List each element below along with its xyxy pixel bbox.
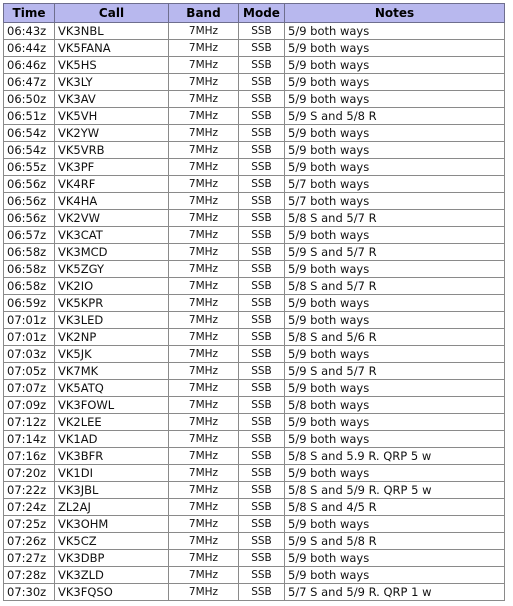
cell-notes: 5/8 S and 5/9 R. QRP 5 w [285, 482, 505, 499]
cell-call: VK4HA [55, 193, 169, 210]
cell-time: 07:28z [4, 567, 55, 584]
cell-band: 7MHz [169, 244, 239, 261]
cell-time: 07:20z [4, 465, 55, 482]
table-row [4, 431, 505, 448]
cell-time: 06:58z [4, 261, 55, 278]
cell-notes: 5/9 both ways [285, 159, 505, 176]
cell-time: 07:03z [4, 346, 55, 363]
cell-band: 7MHz [169, 482, 239, 499]
cell-call: VK5VRB [55, 142, 169, 159]
cell-notes: 5/9 both ways [285, 380, 505, 397]
cell-mode: SSB [239, 125, 285, 142]
cell-time: 07:01z [4, 329, 55, 346]
cell-notes: 5/9 both ways [285, 57, 505, 74]
table-row [4, 74, 505, 91]
cell-call: VK3PF [55, 159, 169, 176]
cell-call: VK5FANA [55, 40, 169, 57]
cell-notes: 5/8 S and 5/7 R [285, 278, 505, 295]
cell-time: 07:14z [4, 431, 55, 448]
cell-call: VK2LEE [55, 414, 169, 431]
cell-mode: SSB [239, 414, 285, 431]
cell-mode: SSB [239, 584, 285, 601]
cell-mode: SSB [239, 380, 285, 397]
cell-mode: SSB [239, 176, 285, 193]
cell-band: 7MHz [169, 414, 239, 431]
cell-band: 7MHz [169, 465, 239, 482]
cell-call: VK3FQSO [55, 584, 169, 601]
cell-call: VK1AD [55, 431, 169, 448]
cell-time: 06:50z [4, 91, 55, 108]
cell-call: VK5ZGY [55, 261, 169, 278]
table-row [4, 57, 505, 74]
cell-band: 7MHz [169, 142, 239, 159]
cell-notes: 5/7 both ways [285, 193, 505, 210]
column-header-call: Call [55, 4, 169, 23]
cell-band: 7MHz [169, 23, 239, 40]
cell-notes: 5/9 both ways [285, 431, 505, 448]
cell-time: 07:05z [4, 363, 55, 380]
column-header-time: Time [4, 4, 55, 23]
table-row [4, 159, 505, 176]
cell-band: 7MHz [169, 329, 239, 346]
table-row [4, 584, 505, 601]
cell-time: 06:54z [4, 125, 55, 142]
cell-mode: SSB [239, 91, 285, 108]
cell-notes: 5/9 both ways [285, 91, 505, 108]
cell-band: 7MHz [169, 516, 239, 533]
cell-call: VK5VH [55, 108, 169, 125]
cell-notes: 5/9 both ways [285, 295, 505, 312]
cell-time: 06:56z [4, 210, 55, 227]
cell-call: VK5JK [55, 346, 169, 363]
cell-time: 06:56z [4, 193, 55, 210]
cell-call: VK2VW [55, 210, 169, 227]
cell-band: 7MHz [169, 227, 239, 244]
cell-time: 07:27z [4, 550, 55, 567]
cell-band: 7MHz [169, 584, 239, 601]
table-row [4, 329, 505, 346]
cell-call: VK5KPR [55, 295, 169, 312]
table-row [4, 312, 505, 329]
cell-call: VK5HS [55, 57, 169, 74]
cell-mode: SSB [239, 244, 285, 261]
table-row [4, 448, 505, 465]
cell-band: 7MHz [169, 499, 239, 516]
column-header-band: Band [169, 4, 239, 23]
cell-call: VK2NP [55, 329, 169, 346]
cell-mode: SSB [239, 40, 285, 57]
cell-mode: SSB [239, 159, 285, 176]
cell-time: 06:46z [4, 57, 55, 74]
cell-notes: 5/9 both ways [285, 74, 505, 91]
cell-call: VK3AV [55, 91, 169, 108]
cell-mode: SSB [239, 295, 285, 312]
table-row [4, 363, 505, 380]
table-row [4, 142, 505, 159]
cell-band: 7MHz [169, 346, 239, 363]
cell-time: 06:43z [4, 23, 55, 40]
cell-notes: 5/7 S and 5/9 R. QRP 1 w [285, 584, 505, 601]
cell-notes: 5/9 both ways [285, 40, 505, 57]
cell-call: VK3BFR [55, 448, 169, 465]
cell-mode: SSB [239, 346, 285, 363]
cell-notes: 5/9 both ways [285, 261, 505, 278]
cell-band: 7MHz [169, 193, 239, 210]
cell-band: 7MHz [169, 363, 239, 380]
cell-time: 07:09z [4, 397, 55, 414]
cell-time: 06:44z [4, 40, 55, 57]
cell-time: 07:16z [4, 448, 55, 465]
table-row [4, 176, 505, 193]
cell-notes: 5/8 S and 5/6 R [285, 329, 505, 346]
cell-mode: SSB [239, 142, 285, 159]
table-row [4, 397, 505, 414]
qso-log-table [3, 3, 505, 601]
cell-time: 06:58z [4, 278, 55, 295]
cell-notes: 5/9 both ways [285, 516, 505, 533]
cell-band: 7MHz [169, 397, 239, 414]
cell-band: 7MHz [169, 567, 239, 584]
cell-time: 06:56z [4, 176, 55, 193]
cell-mode: SSB [239, 278, 285, 295]
cell-notes: 5/9 S and 5/7 R [285, 363, 505, 380]
cell-band: 7MHz [169, 74, 239, 91]
cell-mode: SSB [239, 74, 285, 91]
table-row [4, 295, 505, 312]
cell-call: VK3FOWL [55, 397, 169, 414]
cell-call: VK5ATQ [55, 380, 169, 397]
table-row [4, 278, 505, 295]
cell-mode: SSB [239, 57, 285, 74]
cell-time: 07:24z [4, 499, 55, 516]
column-header-notes: Notes [285, 4, 505, 23]
cell-notes: 5/9 both ways [285, 23, 505, 40]
cell-notes: 5/8 S and 5.9 R. QRP 5 w [285, 448, 505, 465]
cell-mode: SSB [239, 363, 285, 380]
cell-band: 7MHz [169, 312, 239, 329]
cell-notes: 5/9 both ways [285, 125, 505, 142]
cell-call: VK3ZLD [55, 567, 169, 584]
cell-mode: SSB [239, 550, 285, 567]
cell-band: 7MHz [169, 261, 239, 278]
cell-call: VK3OHM [55, 516, 169, 533]
cell-notes: 5/7 both ways [285, 176, 505, 193]
cell-call: VK3DBP [55, 550, 169, 567]
table-row [4, 125, 505, 142]
cell-mode: SSB [239, 397, 285, 414]
header-row [4, 4, 505, 23]
column-header-mode: Mode [239, 4, 285, 23]
cell-mode: SSB [239, 261, 285, 278]
table-row [4, 414, 505, 431]
cell-band: 7MHz [169, 57, 239, 74]
cell-mode: SSB [239, 193, 285, 210]
cell-mode: SSB [239, 210, 285, 227]
table-row [4, 550, 505, 567]
cell-time: 06:57z [4, 227, 55, 244]
table-row [4, 244, 505, 261]
cell-mode: SSB [239, 108, 285, 125]
cell-call: VK5CZ [55, 533, 169, 550]
table-row [4, 482, 505, 499]
cell-mode: SSB [239, 23, 285, 40]
cell-mode: SSB [239, 329, 285, 346]
cell-band: 7MHz [169, 176, 239, 193]
table-row [4, 346, 505, 363]
cell-time: 07:22z [4, 482, 55, 499]
cell-notes: 5/9 both ways [285, 567, 505, 584]
cell-mode: SSB [239, 567, 285, 584]
cell-band: 7MHz [169, 210, 239, 227]
cell-notes: 5/9 both ways [285, 227, 505, 244]
cell-mode: SSB [239, 431, 285, 448]
cell-time: 07:07z [4, 380, 55, 397]
cell-mode: SSB [239, 465, 285, 482]
cell-notes: 5/8 both ways [285, 397, 505, 414]
cell-band: 7MHz [169, 431, 239, 448]
table-row [4, 516, 505, 533]
table-row [4, 499, 505, 516]
table-header [4, 4, 505, 23]
table-row [4, 40, 505, 57]
cell-notes: 5/9 both ways [285, 465, 505, 482]
cell-call: VK3LED [55, 312, 169, 329]
cell-band: 7MHz [169, 533, 239, 550]
cell-call: VK3CAT [55, 227, 169, 244]
cell-notes: 5/9 S and 5/8 R [285, 533, 505, 550]
table-row [4, 465, 505, 482]
table-row [4, 533, 505, 550]
cell-mode: SSB [239, 516, 285, 533]
cell-time: 06:58z [4, 244, 55, 261]
cell-call: VK2IO [55, 278, 169, 295]
cell-mode: SSB [239, 448, 285, 465]
table-body [4, 23, 505, 601]
cell-mode: SSB [239, 482, 285, 499]
cell-call: ZL2AJ [55, 499, 169, 516]
table-row [4, 380, 505, 397]
cell-band: 7MHz [169, 108, 239, 125]
cell-call: VK3MCD [55, 244, 169, 261]
cell-notes: 5/9 S and 5/7 R [285, 244, 505, 261]
cell-time: 06:59z [4, 295, 55, 312]
cell-notes: 5/8 S and 4/5 R [285, 499, 505, 516]
cell-band: 7MHz [169, 159, 239, 176]
cell-notes: 5/8 S and 5/7 R [285, 210, 505, 227]
cell-time: 06:47z [4, 74, 55, 91]
cell-notes: 5/9 both ways [285, 312, 505, 329]
cell-time: 07:12z [4, 414, 55, 431]
cell-call: VK4RF [55, 176, 169, 193]
cell-time: 06:55z [4, 159, 55, 176]
cell-band: 7MHz [169, 380, 239, 397]
cell-notes: 5/9 both ways [285, 346, 505, 363]
cell-mode: SSB [239, 533, 285, 550]
cell-time: 06:54z [4, 142, 55, 159]
cell-band: 7MHz [169, 91, 239, 108]
cell-notes: 5/9 both ways [285, 414, 505, 431]
cell-call: VK1DI [55, 465, 169, 482]
cell-call: VK2YW [55, 125, 169, 142]
table-row [4, 91, 505, 108]
cell-call: VK3JBL [55, 482, 169, 499]
cell-call: VK3LY [55, 74, 169, 91]
cell-call: VK3NBL [55, 23, 169, 40]
cell-time: 07:30z [4, 584, 55, 601]
cell-band: 7MHz [169, 448, 239, 465]
cell-notes: 5/9 both ways [285, 550, 505, 567]
cell-time: 07:26z [4, 533, 55, 550]
table-row [4, 567, 505, 584]
cell-band: 7MHz [169, 278, 239, 295]
cell-time: 07:01z [4, 312, 55, 329]
cell-mode: SSB [239, 499, 285, 516]
table-row [4, 23, 505, 40]
cell-notes: 5/9 S and 5/8 R [285, 108, 505, 125]
table-row [4, 227, 505, 244]
cell-call: VK7MK [55, 363, 169, 380]
cell-mode: SSB [239, 227, 285, 244]
cell-time: 07:25z [4, 516, 55, 533]
table-row [4, 210, 505, 227]
cell-band: 7MHz [169, 295, 239, 312]
table-row [4, 108, 505, 125]
cell-mode: SSB [239, 312, 285, 329]
cell-time: 06:51z [4, 108, 55, 125]
cell-band: 7MHz [169, 125, 239, 142]
table-row [4, 193, 505, 210]
cell-band: 7MHz [169, 550, 239, 567]
cell-notes: 5/9 both ways [285, 142, 505, 159]
cell-band: 7MHz [169, 40, 239, 57]
table-row [4, 261, 505, 278]
